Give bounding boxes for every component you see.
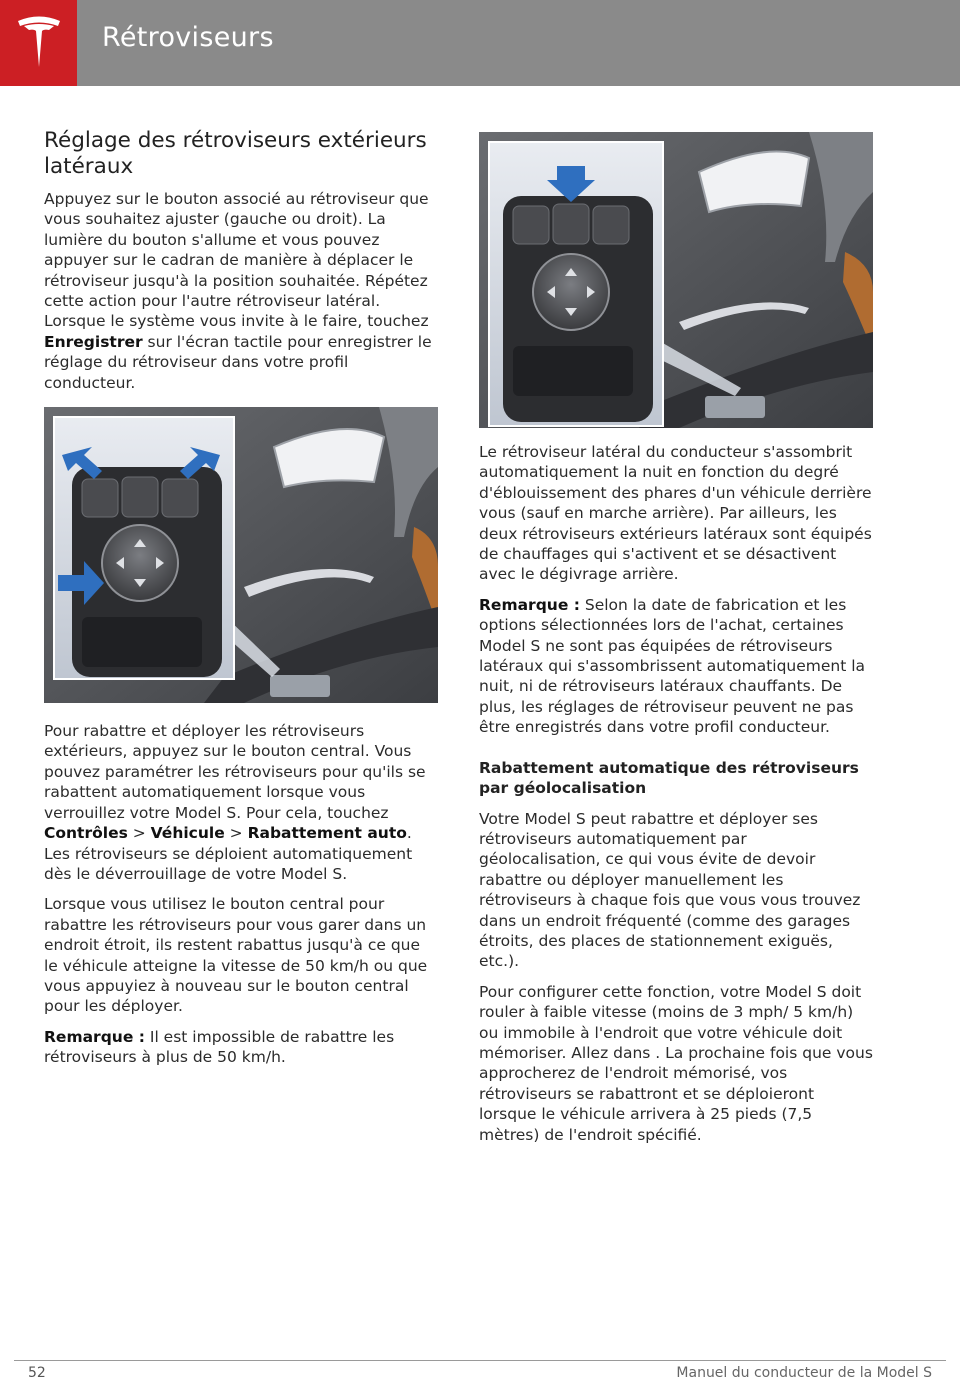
fold-paragraph	[44, 721, 438, 884]
text-span: >	[224, 824, 248, 843]
page-title: Rétroviseurs	[102, 22, 274, 53]
note-paragraph	[44, 1027, 438, 1068]
text-span: . Les rétroviseurs se déploient automatiquement dès le déverrouillage de votre Model S.	[44, 824, 413, 883]
bold-term: Enregistrer	[44, 332, 143, 351]
note-label: Remarque :	[44, 1027, 145, 1046]
bold-term: Rabattement auto	[247, 824, 407, 843]
bold-term: Contrôles	[44, 824, 128, 843]
auto-dim-paragraph: Le rétroviseur latéral du conducteur s'assombrit automatiquement la nuit en fonction du degré d'éblouissement des phares d'un véhicule derrière vous (sauf en marche arrière). Par ailleurs, les deux rétroviseurs extérieurs latéraux sont équipés de chauffages qui s'activent et se désactivent avec le dégivrage arrière.	[479, 443, 872, 584]
section-heading: Réglage des rétroviseurs extérieurs latéraux	[44, 128, 427, 179]
mirror-fold-button-illustration	[479, 132, 873, 428]
text-span: sur l'écran tactile pour enregistrer le réglage du rétroviseur dans votre profil conducteur.	[44, 332, 432, 392]
bold-term: Véhicule	[150, 824, 225, 843]
subsection-heading: Rabattement automatique des rétroviseurs par géolocalisation	[479, 758, 859, 798]
text-span: Selon la date de fabrication et les options sélectionnées lors de l'achat, certaines Model S ne sont pas équipées de rétroviseurs latéraux qui s'assombrissent automatiquement la nuit, ni de rétroviseurs latéraux chauffants. De plus, les réglages de rétroviseur peuvent ne pas être enregistrés dans votre profil conducteur.	[479, 595, 866, 737]
tesla-logo-icon	[14, 13, 64, 71]
right-column	[479, 442, 873, 1155]
manual-title: Manuel du conducteur de la Model S	[676, 1365, 932, 1381]
configuration-paragraph: Pour configurer cette fonction, votre Model S doit rouler à faible vitesse (moins de 3 mph/ 5 km/h) ou immobile à l'endroit que votre véhicule doit mémoriser. Allez dans . La prochaine fois que vous approcherez de l'endroit mémorisé, vos rétroviseurs se rabattront et se déploieront lorsque le véhicule arrivera à 25 pieds (7,5 mètres) de l'endroit spécifié.	[479, 982, 873, 1144]
page-header	[0, 0, 960, 86]
central-button-paragraph: Lorsque vous utilisez le bouton central pour rabattre les rétroviseurs pour vous garer dans un endroit étroit, ils restent rabattus jusqu'à ce que le véhicule atteigne la vitesse de 50 km/h ou que vous appuyiez à nouveau sur le bouton central pour les déployer.	[44, 895, 428, 1016]
text-span: Appuyez sur le bouton associé au rétroviseur que vous souhaitez ajuster (gauche ou droit). La lumière du bouton s'allume et vous pouvez appuyer sur le cadran de manière à déplacer le rétroviseur jusqu'à la position souhaitée. Répétez cette action pour l'autre rétroviseur latéral. Lorsque le système vous invite à le faire, touchez	[44, 190, 429, 331]
note-paragraph	[479, 595, 873, 738]
instruction-paragraph	[44, 189, 438, 393]
geolocation-paragraph: Votre Model S peut rabattre et déployer ses rétroviseurs automatiquement par géolocalisation, ce qui vous évite de devoir rabattre ou déployer manuellement les rétroviseurs à chaque fois que vous vous trouvez dans un endroit fréquenté (comme des garages étroits, des places de stationnement exiguës, etc.).	[479, 809, 861, 971]
footer-divider	[14, 1360, 946, 1361]
page-number: 52	[28, 1365, 46, 1381]
brand-logo	[0, 0, 77, 86]
text-span: Il est impossible de rabattre les rétroviseurs à plus de 50 km/h.	[44, 1027, 395, 1067]
mirror-controls-illustration	[44, 407, 438, 703]
text-span: Pour rabattre et déployer les rétroviseurs extérieurs, appuyez sur le bouton central. Vous pouvez paramétrer les rétroviseurs pour qu'ils se rabattent automatiquement lorsque vous verrouillez votre Model S. Pour cela, touchez	[44, 722, 426, 822]
note-label: Remarque :	[479, 595, 580, 614]
left-column	[44, 128, 438, 1078]
text-span: >	[127, 824, 151, 843]
